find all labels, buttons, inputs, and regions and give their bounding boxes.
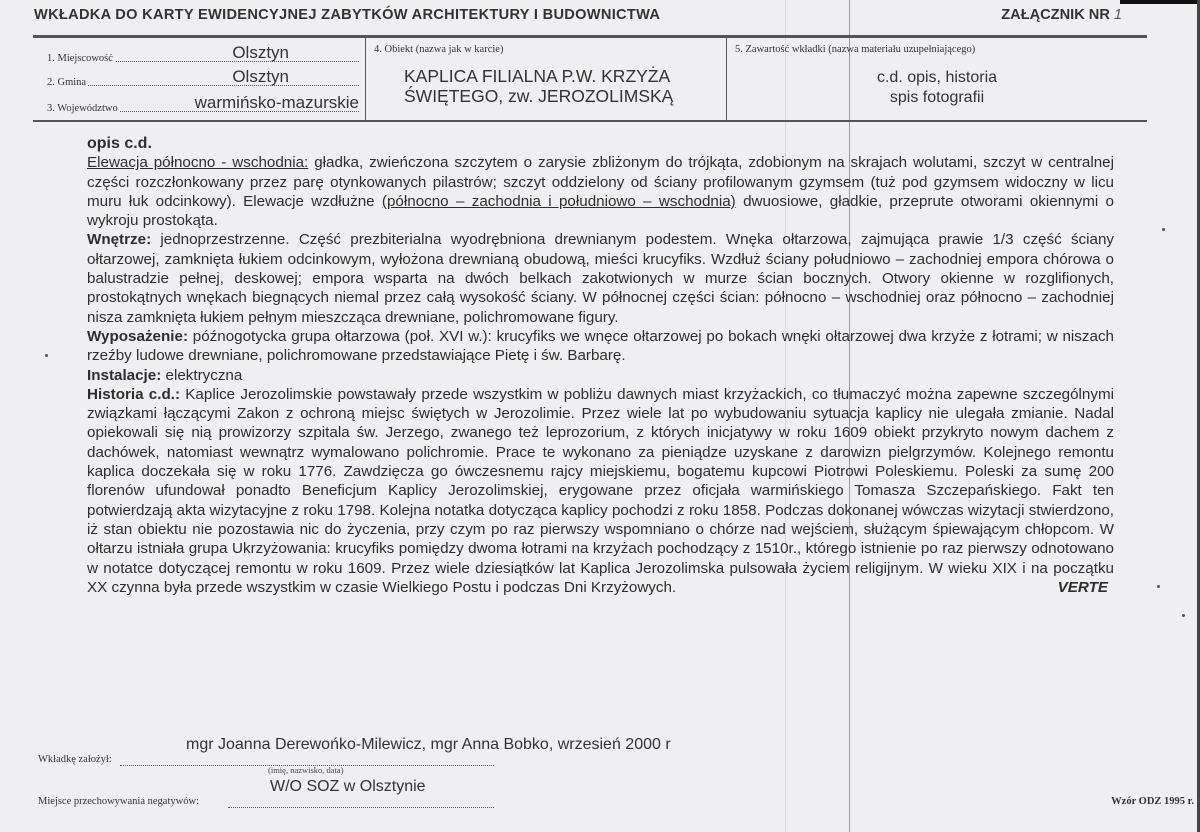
annex-number: 1: [1113, 7, 1122, 23]
scan-speck: [1162, 228, 1165, 231]
object-label: 4. Obiekt (nazwa jak w karcie): [374, 44, 504, 55]
history-label: Historia c.d.:: [87, 385, 181, 403]
interior-label: Wnętrze:: [87, 231, 152, 249]
paragraph-interior: [87, 230, 1114, 326]
field-locality: [47, 42, 359, 64]
contents-line: spis fotografii: [889, 89, 985, 106]
elevation-underlined: (północno – zachodnia i południowo – wschodnia): [381, 192, 736, 210]
field-commune: [47, 66, 359, 88]
paragraph-history: [87, 385, 1114, 597]
dotted-line: [47, 85, 359, 86]
location-column: [33, 38, 366, 120]
scan-speck: [1157, 585, 1160, 588]
dotted-line: [228, 807, 494, 808]
object-name-line: ŚWIĘTEGO, zw. JEROZOLIMSKĄ: [404, 86, 674, 106]
form-title: WKŁADKA DO KARTY EWIDENCYJNEJ ZABYTKÓW ARCHITEKTURY I BUDOWNICTWA: [34, 7, 661, 23]
elevation-text: dwuosiowe, gładkie, przeprute otworami okiennymi o wykroju prostokąta.: [87, 192, 1114, 230]
negatives-value: W/O SOZ w Olsztynie: [270, 778, 426, 795]
created-by-value: mgr Joanna Derewońko-Milewicz, mgr Anna Bobko, wrzesień 2000 r: [186, 736, 671, 753]
field-value: Olsztyn: [232, 43, 289, 62]
interior-text: jednoprzestrzenne. Część prezbiterialna wyodrębniona drewnianym podestem. Wnęka ołtarzowa, zajmująca prawie 1/3 część ściany ołtarzowej, zamknięta łukiem odcinkowym, wyłożona drewnianą obudową, mieści krucyfiks. Wzdłuż ściany południowo – zachodniej empora chórowa o balustradzie pełnej, deskowej; empora wsparta na dwóch belkach zakotwionych w murze ścian bocznych. Otwory okienne w rozglifionych, prostokątnych wnękach biegnących niemal przez całą wysokość ściany. W północnej części ścian: północno – wschodniej oraz północno – zachodniej nisza zamknięta łukiem pełnym mieszcząca drewniane, polichromowane figury.: [87, 231, 1114, 326]
equipment-text: późnogotycka grupa ołtarzowa (poł. XVI w.): krucyfiks we wnęce ołtarzowej po bokach wnęki ołtarzowej dwa krzyże z łotrami; w niszach rzeźby ludowe drewniane, polichromowane przedstawiające Pietę i św. Barbarę.: [87, 327, 1114, 365]
contents-line: c.d. opis, historia: [876, 69, 998, 86]
elevation-text: gładka, zwieńczona szczytem o zarysie zbliżonym do trójkąta, zdobionym na skrajach wolutami, szczyt w centralnej części rozczłonkowany przez parę otynkowanych pilastrów; szczyt oddzielony od ściany profilowanym gzymsem (tuż pod gzymsem widoczny w licu muru łuk odcinkowy). Elewacje wzdłużne: [87, 154, 1114, 210]
field-label: 3. Województwo: [47, 103, 118, 114]
installations-text: elektryczna: [161, 366, 243, 384]
scan-speck: [1182, 614, 1185, 617]
field-value: warmińsko-mazurskie: [194, 93, 359, 112]
section-title: opis c.d.: [87, 135, 152, 152]
description-body: [87, 134, 1114, 597]
installations-label: Instalacje:: [87, 366, 162, 384]
negatives-label: Miejsce przechowywania negatywów:: [38, 796, 199, 807]
created-by-label: Wkładkę założył:: [38, 754, 112, 765]
paragraph-elevation: [87, 153, 1114, 230]
equipment-label: Wyposażenie:: [87, 327, 188, 345]
annex-label-text: ZAŁĄCZNIK NR: [1001, 7, 1110, 23]
object-name: [404, 66, 724, 106]
scan-speck: [45, 354, 48, 357]
form-pattern-label: Wzór ODZ 1995 r.: [1111, 796, 1194, 807]
object-column: [366, 38, 727, 120]
field-value: Olsztyn: [232, 67, 289, 86]
created-by-caption: (imię, nazwisko, data): [268, 765, 344, 775]
history-text: Kaplice Jerozolimskie powstawały przede wszystkim w pobliżu dawnych miast krzyżackich, co tłumaczyć można zapewne szczególnymi związkami łączącymi Zakon z ochroną miejsc świętych w Jerozolimie. Przez wiele lat po wybudowaniu sytuacja kaplicy nie ulegała zmianie. Nadal opiekowali się nią prowizorzy szpitala św. Jerzego, zwanego też leprozorium, z których inicjatywy w roku 1609 obiekt przykryto nowym dachem z dachówek, natomiast wewnątrz wymalowano polichromie. Prace te wykonano za pieniądze uzyskane z darowizn pielgrzymów. Kolejnego remontu kaplica doczekała się w roku 1776. Zawdzięcza go ówczesnemu rajcy miejskiemu, bogatemu kupcowi Piotrowi Poleskiemu. Poleski za sumę 200 florenów ufundował ponadto Beneficjum Kaplicy Jerozolimskiej, erygowane przez oficjała warmińskiego Tomasza Szczepańskiego. Fakt ten potwierdzają akta wizytacyjne z roku 1798. Kolejna notatka dotycząca kaplicy pochodzi z roku 1858. Podczas dokonanej wówczas wizytacji stwierdzono, iż stan obiektu nie pozostawia nic do życzenia, przy czym po raz pierwszy wspomniano o chórze nad wejściem, służącym śpiewającym chłopcom. W ołtarzu istniała grupa Ukrzyżowania: krucyfiks pomiędzy dwoma łotrami na krzyżach pochodzący z 1510r., którego istnienie po raz pierwszy odnotowano w notatce dotyczącej remontu w roku 1609. Przez wiele dziesiątków lat Kaplica Jerozolimska pulsowała życiem religijnym. W wieku XIX i na początku XX czynna była przede wszystkim w czasie Wielkiego Postu i podczas Dni Krzyżowych.: [87, 385, 1114, 596]
scan-edge: [1120, 0, 1200, 4]
annex-label: [1001, 7, 1122, 23]
contents-column: [727, 38, 1147, 120]
verte-label: VERTE: [1057, 578, 1108, 596]
field-label: 1. Miejscowość: [47, 53, 113, 64]
object-name-line: KAPLICA FILIALNA P.W. KRZYŻA: [404, 66, 671, 86]
field-voivodeship: [47, 92, 359, 114]
paragraph-installations: [87, 366, 1114, 385]
field-label: 2. Gmina: [47, 77, 87, 88]
header-box: [33, 35, 1147, 122]
contents-value: [727, 68, 1147, 108]
paragraph-equipment: [87, 327, 1114, 366]
elevation-label: Elewacja północno - wschodnia:: [87, 154, 309, 172]
contents-label: 5. Zawartość wkładki (nazwa materiału uzupełniającego): [735, 44, 976, 55]
